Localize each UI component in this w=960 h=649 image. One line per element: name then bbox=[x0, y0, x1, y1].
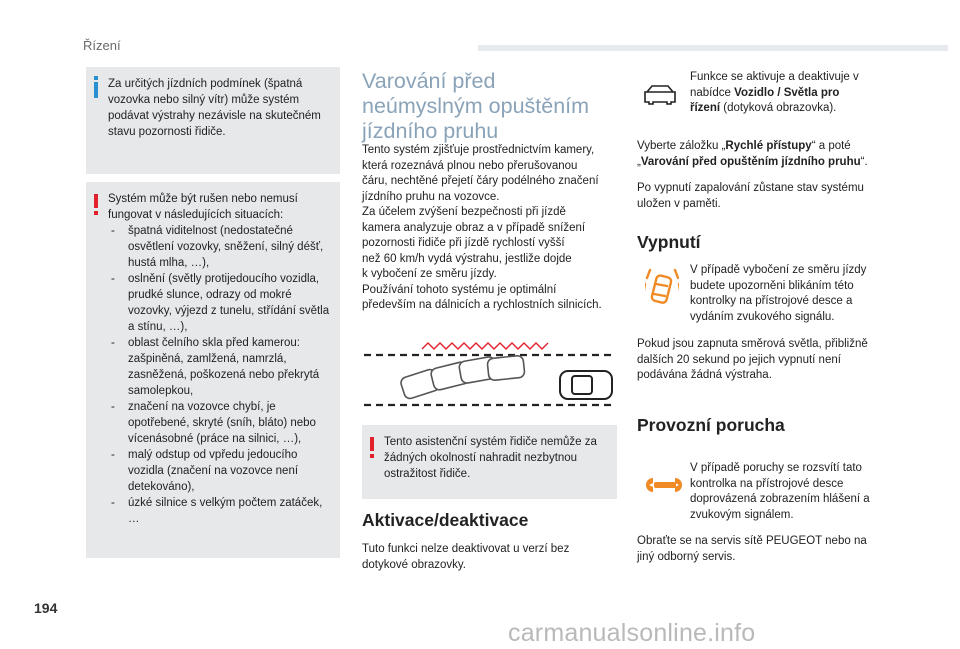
header-bar bbox=[478, 45, 948, 51]
info-icon bbox=[94, 82, 98, 98]
lane-warning-lamp-icon bbox=[645, 266, 679, 308]
title-line: neúmyslným opuštěním bbox=[362, 94, 590, 118]
description-line: kamera analyzuje obraz a v případě snížení bbox=[362, 221, 586, 234]
info-box bbox=[86, 67, 340, 174]
description-line: jízdního pruhu na vozovce. bbox=[362, 190, 500, 203]
warning-list bbox=[108, 223, 336, 527]
memory-text: Po vypnutí zapalování zůstane stav systému uložen v paměti. bbox=[637, 182, 864, 210]
description-line: Za účelem zvýšení bezpečnosti při jízdě bbox=[362, 206, 566, 218]
warning-box bbox=[86, 182, 340, 558]
warning-icon bbox=[94, 194, 98, 208]
warning-intro: Systém může být rušen nebo nemusí fungovat v následujících situacích: bbox=[108, 193, 298, 221]
warning-box bbox=[362, 425, 617, 499]
description-line: především na dálnicích a rychlostních silnicích. bbox=[362, 299, 602, 311]
off-heading: Vypnutí bbox=[637, 232, 701, 252]
description-line: než 60 km/h vydá výstrahu, jestliže dojde bbox=[362, 252, 572, 265]
text-span: “. bbox=[860, 155, 868, 168]
description-line: čáru, nechtěné přejetí čáry podélného značení bbox=[362, 175, 599, 187]
function-text bbox=[690, 70, 870, 117]
list-item: - malý odstup od vpředu jedoucího vozidla (značení na vozovce není detekováno), bbox=[108, 447, 336, 495]
watermark: carmanualsonline.info bbox=[508, 619, 756, 647]
select-text bbox=[637, 139, 887, 170]
list-item: - úzké silnice s velkým počtem zatáček, … bbox=[108, 495, 336, 527]
list-item: - oblast čelního skla před kamerou: zašpiněná, zamlžená, namrzlá, zasněžená, poškozená nebo překrytá samolepkou, bbox=[108, 335, 336, 399]
activation-text: Tuto funkci nelze deaktivovat u verzí bez dotykové obrazovky. bbox=[362, 543, 570, 571]
tab-name: Rychlé přístupy bbox=[725, 140, 812, 152]
description-line: k vybočení ze směru jízdy. bbox=[362, 268, 497, 280]
warning-text: Tento asistenční systém řidiče nemůže za žádných okolností nahradit nezbytnou ostražitost řidiče. bbox=[384, 436, 597, 480]
text-span: “ a poté „ bbox=[637, 140, 851, 168]
list-item: - špatná viditelnost (nedostatečné osvětlení vozovky, sněžení, silný déšť, hustá mlha, …), bbox=[108, 223, 336, 271]
option-name: Varování před opuštěním jízdního pruhu bbox=[640, 155, 861, 168]
fault-text: V případě poruchy se rozsvítí tato kontrolka na přístrojové desce doprovázená zobrazením hlášení a zvukovým signálem. bbox=[690, 462, 870, 521]
title-line: Varování před bbox=[362, 69, 496, 93]
description-line: Tento systém zjišťuje prostřednictvím kamery, bbox=[362, 144, 595, 156]
warning-content bbox=[108, 191, 336, 527]
text-span: (dotyková obrazovka). bbox=[720, 102, 837, 114]
service-text: Obraťte se na servis sítě PEUGEOT nebo na jiný odborný servis. bbox=[637, 535, 867, 563]
lane-departure-illustration bbox=[362, 335, 618, 407]
section-title bbox=[362, 69, 612, 144]
info-text: Za určitých jízdních podmínek (špatná vozovka nebo silný vítr) může systém podávat výstrahy nezávisle na skutečném stavu pozornosti řidiče. bbox=[108, 78, 321, 138]
off-text: V případě vybočení ze směru jízdy budete upozorněni blikáním této kontrolky na přístrojové desce a vydáním zvukového signálu. bbox=[690, 264, 867, 323]
wrench-icon bbox=[645, 476, 683, 494]
menu-path: Vozidlo / Světla pro řízení bbox=[690, 86, 840, 114]
list-item: - značení na vozovce chybí, je opotřebené, skryté (sníh, bláto) nebo vícenásobné (práce na silnici, …), bbox=[108, 399, 336, 447]
page-number: 194 bbox=[34, 600, 58, 616]
description bbox=[362, 143, 622, 314]
activation-heading: Aktivace/deaktivace bbox=[362, 510, 529, 530]
description-line: která rozeznává plnou nebo přerušovanou bbox=[362, 159, 578, 172]
description-line: pozornosti řidiče při jízdě rychlostí vyšší bbox=[362, 237, 565, 249]
text-span: Vyberte záložku „ bbox=[637, 140, 726, 152]
fault-heading: Provozní porucha bbox=[637, 415, 785, 435]
running-header: Řízení bbox=[83, 38, 121, 53]
warning-icon bbox=[370, 437, 374, 451]
list-item: - oslnění (světly protijedoucího vozidla, prudké slunce, odrazy od mokré vozovky, výjezd z tunelu, střídání světla a stínu, …), bbox=[108, 271, 336, 335]
car-touchscreen-icon bbox=[643, 84, 677, 106]
text-span: Funkce se aktivuje a deaktivuje v nabídce bbox=[690, 71, 859, 99]
description-line: Používání tohoto systému je optimální bbox=[362, 283, 557, 296]
indicator-text: Pokud jsou zapnuta směrová světla, přibližně dalších 20 sekund po jejich vypnutí není podávána žádná výstraha. bbox=[637, 338, 868, 381]
title-line: jízdního pruhu bbox=[362, 119, 499, 143]
